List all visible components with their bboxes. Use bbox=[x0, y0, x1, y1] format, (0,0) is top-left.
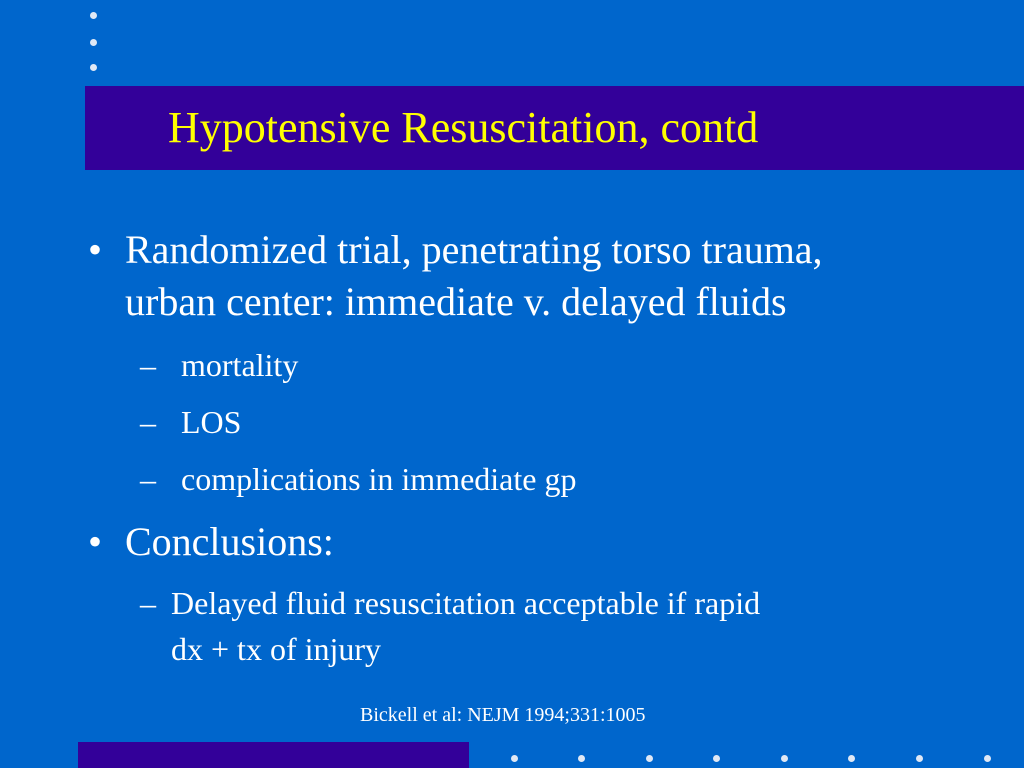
bullet-1-line-1: Randomized trial, penetrating torso trauma, bbox=[125, 227, 823, 272]
bullet-1-marker: • bbox=[88, 227, 103, 272]
bullet-2-line-1: Conclusions: bbox=[125, 519, 334, 564]
citation: Bickell et al: NEJM 1994;331:1005 bbox=[360, 704, 646, 726]
subitem-marker: – bbox=[140, 404, 156, 440]
subitem-marker: – bbox=[140, 347, 156, 383]
bottom-band bbox=[78, 742, 469, 768]
subitem-los: LOS bbox=[181, 404, 242, 440]
decorative-dot bbox=[90, 39, 97, 46]
decorative-dot bbox=[578, 755, 585, 762]
decorative-dot bbox=[646, 755, 653, 762]
slide-title: Hypotensive Resuscitation, contd bbox=[168, 103, 759, 152]
subitem-conclusion-line-1: Delayed fluid resuscitation acceptable if rapid bbox=[171, 585, 761, 621]
decorative-dot bbox=[713, 755, 720, 762]
decorative-dot bbox=[984, 755, 991, 762]
subitem-conclusion-line-2: dx + tx of injury bbox=[171, 631, 382, 667]
subitem-marker: – bbox=[140, 461, 156, 497]
decorative-dot bbox=[916, 755, 923, 762]
subitem-complications: complications in immediate gp bbox=[181, 461, 577, 497]
subitem-mortality: mortality bbox=[181, 347, 299, 383]
decorative-dot bbox=[511, 755, 518, 762]
decorative-dot bbox=[781, 755, 788, 762]
subitem-marker: – bbox=[140, 585, 156, 621]
decorative-dot bbox=[848, 755, 855, 762]
decorative-dot bbox=[90, 64, 97, 71]
decorative-dot bbox=[90, 12, 97, 19]
bullet-1-line-2: urban center: immediate v. delayed fluids bbox=[125, 279, 787, 324]
bullet-2-marker: • bbox=[88, 519, 103, 564]
